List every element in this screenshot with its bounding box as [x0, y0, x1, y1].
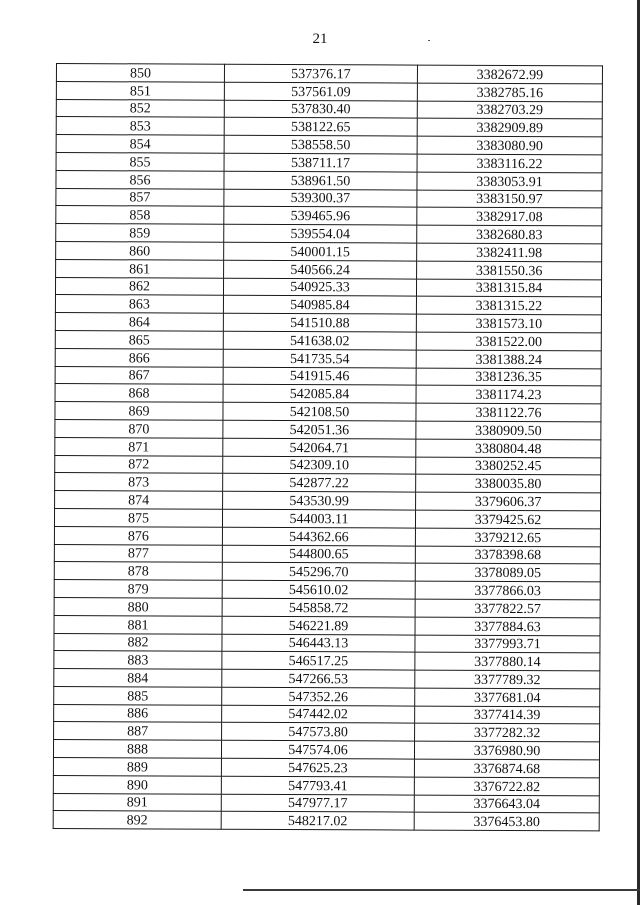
- y-coordinate-cell: 3382680.83: [417, 225, 602, 244]
- y-coordinate-cell: 3381315.84: [416, 279, 601, 298]
- x-coordinate-cell: 546443.13: [222, 634, 415, 653]
- y-coordinate-cell: 3381122.76: [416, 403, 601, 422]
- y-coordinate-cell: 3380035.80: [416, 474, 601, 493]
- x-coordinate-cell: 542309.10: [223, 456, 416, 475]
- table-row: [55, 419, 601, 439]
- table-row: [54, 633, 600, 653]
- point-number-cell: 871: [55, 437, 223, 456]
- y-coordinate-cell: 3382703.29: [417, 101, 602, 120]
- table-row: [56, 117, 602, 137]
- bottom-rule: [243, 889, 640, 891]
- point-number-cell: 883: [54, 651, 222, 670]
- point-number-cell: 877: [54, 544, 222, 563]
- point-number-cell: 851: [56, 81, 224, 100]
- x-coordinate-cell: 540925.33: [223, 278, 416, 297]
- point-number-cell: 862: [55, 277, 223, 296]
- table-row: [54, 544, 600, 564]
- table-row: [53, 740, 599, 760]
- table-row: [56, 81, 602, 101]
- x-coordinate-cell: 541638.02: [223, 331, 416, 350]
- y-coordinate-cell: 3381550.36: [417, 261, 602, 280]
- x-coordinate-cell: 540985.84: [223, 296, 416, 315]
- y-coordinate-cell: 3383116.22: [417, 154, 602, 173]
- page-number: 21: [312, 31, 328, 47]
- table-row: [55, 277, 601, 297]
- point-number-cell: 855: [56, 152, 224, 171]
- y-coordinate-cell: 3377880.14: [415, 652, 600, 671]
- y-coordinate-cell: 3379212.65: [415, 528, 600, 547]
- y-coordinate-cell: 3377789.32: [415, 670, 600, 689]
- x-coordinate-cell: 547977.17: [221, 794, 414, 813]
- point-number-cell: 860: [56, 241, 224, 260]
- table-row: [54, 580, 600, 600]
- x-coordinate-cell: 547574.06: [221, 741, 414, 760]
- y-coordinate-cell: 3379425.62: [415, 510, 600, 529]
- y-coordinate-cell: 3382909.89: [417, 118, 602, 137]
- x-coordinate-cell: 538961.50: [224, 171, 417, 190]
- point-number-cell: 852: [56, 99, 224, 118]
- x-coordinate-cell: 537376.17: [224, 64, 417, 83]
- x-coordinate-cell: 540001.15: [224, 242, 417, 261]
- point-number-cell: 854: [56, 135, 224, 154]
- x-coordinate-cell: 539465.96: [224, 207, 417, 226]
- point-number-cell: 882: [54, 633, 222, 652]
- table-row: [55, 348, 601, 368]
- point-number-cell: 865: [55, 330, 223, 349]
- point-number-cell: 874: [55, 491, 223, 510]
- point-number-cell: 866: [55, 348, 223, 367]
- y-coordinate-cell: 3377884.63: [415, 617, 600, 636]
- scan-speck: [428, 40, 430, 41]
- table-row: [54, 651, 600, 671]
- x-coordinate-cell: 537561.09: [224, 82, 417, 101]
- y-coordinate-cell: 3382917.08: [417, 207, 602, 226]
- y-coordinate-cell: 3382411.98: [417, 243, 602, 262]
- point-number-cell: 888: [53, 740, 221, 759]
- table-row: [56, 259, 602, 279]
- x-coordinate-cell: 547573.80: [222, 723, 415, 742]
- table-row: [56, 170, 602, 190]
- y-coordinate-cell: 3382785.16: [417, 83, 602, 102]
- y-coordinate-cell: 3382672.99: [417, 65, 602, 84]
- table-row: [54, 562, 600, 582]
- y-coordinate-cell: 3381236.35: [416, 368, 601, 387]
- x-coordinate-cell: 547793.41: [221, 776, 414, 795]
- table-row: [53, 811, 599, 831]
- table-row: [56, 188, 602, 208]
- table-row: [55, 384, 601, 404]
- point-number-cell: 889: [53, 758, 221, 777]
- table-row: [55, 455, 601, 475]
- point-number-cell: 858: [56, 206, 224, 225]
- table-row: [55, 366, 601, 386]
- table-row: [55, 473, 601, 493]
- x-coordinate-cell: 546517.25: [222, 652, 415, 671]
- x-coordinate-cell: 542085.84: [223, 385, 416, 404]
- point-number-cell: 859: [56, 224, 224, 243]
- x-coordinate-cell: 544362.66: [222, 527, 415, 546]
- coordinates-table-body: [53, 64, 602, 832]
- point-number-cell: 892: [53, 811, 221, 830]
- y-coordinate-cell: 3381573.10: [416, 314, 601, 333]
- x-coordinate-cell: 544800.65: [222, 545, 415, 564]
- x-coordinate-cell: 546221.89: [222, 616, 415, 635]
- y-coordinate-cell: 3377282.32: [415, 724, 600, 743]
- y-coordinate-cell: 3376980.90: [414, 741, 599, 760]
- x-coordinate-cell: 542877.22: [223, 474, 416, 493]
- point-number-cell: 876: [54, 526, 222, 545]
- point-number-cell: 850: [56, 64, 224, 83]
- table-row: [56, 135, 602, 155]
- point-number-cell: 890: [53, 775, 221, 794]
- x-coordinate-cell: 539300.37: [224, 189, 417, 208]
- x-coordinate-cell: 544003.11: [222, 509, 415, 528]
- table-row: [56, 152, 602, 172]
- x-coordinate-cell: 545858.72: [222, 598, 415, 617]
- y-coordinate-cell: 3383053.91: [417, 172, 602, 191]
- point-number-cell: 870: [55, 419, 223, 438]
- x-coordinate-cell: 545610.02: [222, 580, 415, 599]
- point-number-cell: 886: [54, 704, 222, 723]
- coordinates-table: [53, 63, 603, 832]
- point-number-cell: 867: [55, 366, 223, 385]
- y-coordinate-cell: 3376722.82: [414, 777, 599, 796]
- point-number-cell: 868: [55, 384, 223, 403]
- x-coordinate-cell: 539554.04: [224, 224, 417, 243]
- x-coordinate-cell: 542064.71: [223, 438, 416, 457]
- point-number-cell: 878: [54, 562, 222, 581]
- table-row: [54, 615, 600, 635]
- x-coordinate-cell: 547352.26: [222, 687, 415, 706]
- x-coordinate-cell: 542051.36: [223, 420, 416, 439]
- table-row: [56, 64, 602, 84]
- point-number-cell: 875: [54, 508, 222, 527]
- x-coordinate-cell: 538711.17: [224, 153, 417, 172]
- point-number-cell: 857: [56, 188, 224, 207]
- y-coordinate-cell: 3383150.97: [417, 190, 602, 209]
- table-row: [55, 295, 601, 315]
- point-number-cell: 873: [55, 473, 223, 492]
- y-coordinate-cell: 3380909.50: [416, 421, 601, 440]
- table-row: [54, 686, 600, 706]
- point-number-cell: 869: [55, 402, 223, 421]
- point-number-cell: 853: [56, 117, 224, 136]
- table-row: [55, 402, 601, 422]
- x-coordinate-cell: 540566.24: [224, 260, 417, 279]
- x-coordinate-cell: 541510.88: [223, 313, 416, 332]
- y-coordinate-cell: 3383080.90: [417, 136, 602, 155]
- x-coordinate-cell: 543530.99: [223, 491, 416, 510]
- y-coordinate-cell: 3381174.23: [416, 385, 601, 404]
- table-row: [55, 491, 601, 511]
- y-coordinate-cell: 3377414.39: [415, 706, 600, 725]
- y-coordinate-cell: 3376643.04: [414, 795, 599, 814]
- x-coordinate-cell: 547442.02: [222, 705, 415, 724]
- point-number-cell: 856: [56, 170, 224, 189]
- x-coordinate-cell: 541915.46: [223, 367, 416, 386]
- y-coordinate-cell: 3381315.22: [416, 296, 601, 315]
- table-row: [53, 793, 599, 813]
- table-row: [53, 758, 599, 778]
- x-coordinate-cell: 545296.70: [222, 563, 415, 582]
- y-coordinate-cell: 3379606.37: [416, 492, 601, 511]
- x-coordinate-cell: 538122.65: [224, 118, 417, 137]
- point-number-cell: 879: [54, 580, 222, 599]
- point-number-cell: 891: [53, 793, 221, 812]
- point-number-cell: 885: [54, 686, 222, 705]
- y-coordinate-cell: 3377866.03: [415, 581, 600, 600]
- table-row: [55, 330, 601, 350]
- y-coordinate-cell: 3380252.45: [416, 457, 601, 476]
- y-coordinate-cell: 3381522.00: [416, 332, 601, 351]
- point-number-cell: 887: [54, 722, 222, 741]
- y-coordinate-cell: 3380804.48: [416, 439, 601, 458]
- y-coordinate-cell: 3378089.05: [415, 563, 600, 582]
- x-coordinate-cell: 547625.23: [221, 758, 414, 777]
- table-row: [54, 526, 600, 546]
- y-coordinate-cell: 3377993.71: [415, 635, 600, 654]
- x-coordinate-cell: 537830.40: [224, 100, 417, 119]
- table-row: [55, 313, 601, 333]
- y-coordinate-cell: 3378398.68: [415, 546, 600, 565]
- y-coordinate-cell: 3381388.24: [416, 350, 601, 369]
- point-number-cell: 884: [54, 669, 222, 688]
- table-row: [56, 206, 602, 226]
- table-row: [56, 241, 602, 261]
- table-row: [54, 704, 600, 724]
- x-coordinate-cell: 542108.50: [223, 402, 416, 421]
- point-number-cell: 880: [54, 597, 222, 616]
- table-row: [54, 722, 600, 742]
- y-coordinate-cell: 3377681.04: [415, 688, 600, 707]
- table-row: [54, 597, 600, 617]
- point-number-cell: 872: [55, 455, 223, 474]
- table-row: [55, 437, 601, 457]
- y-coordinate-cell: 3377822.57: [415, 599, 600, 618]
- table-row: [53, 775, 599, 795]
- point-number-cell: 861: [56, 259, 224, 278]
- y-coordinate-cell: 3376453.80: [414, 813, 599, 832]
- point-number-cell: 881: [54, 615, 222, 634]
- y-coordinate-cell: 3376874.68: [414, 759, 599, 778]
- table-row: [56, 224, 602, 244]
- x-coordinate-cell: 547266.53: [222, 669, 415, 688]
- x-coordinate-cell: 538558.50: [224, 135, 417, 154]
- x-coordinate-cell: 548217.02: [221, 812, 414, 831]
- table-row: [54, 508, 600, 528]
- table-row: [56, 99, 602, 119]
- table-row: [54, 669, 600, 689]
- point-number-cell: 863: [55, 295, 223, 314]
- point-number-cell: 864: [55, 313, 223, 332]
- x-coordinate-cell: 541735.54: [223, 349, 416, 368]
